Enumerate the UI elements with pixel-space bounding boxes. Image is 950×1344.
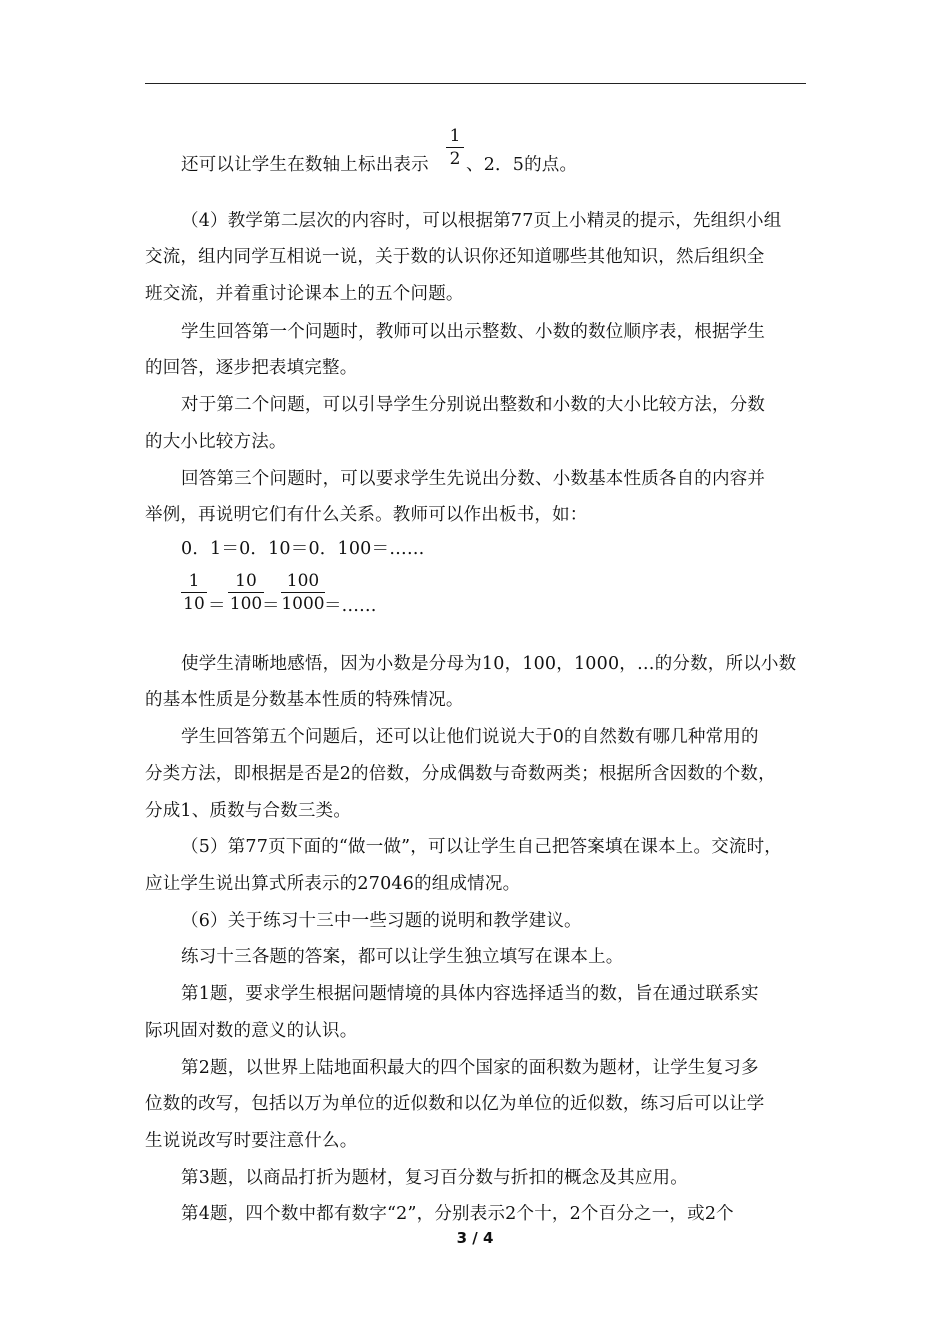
fraction-denominator: 100: [229, 594, 263, 614]
text-line: 第2题，以世界上陆地面积最大的四个国家的面积数为题材，让学生复习多: [181, 1058, 759, 1078]
text-line: 、2．5的点。: [466, 155, 578, 175]
text-line: 生说说改写时要注意什么。: [145, 1131, 358, 1151]
equals-sign: ＝: [262, 596, 280, 616]
decimal-equation: 0．1＝0．10＝0．100＝……: [181, 539, 425, 559]
text-line: 使学生清晰地感悟，因为小数是分母为10，100，1000，…的分数，所以小数: [181, 654, 797, 674]
text-line: 学生回答第五个问题后，还可以让他们说说大于0的自然数有哪几种常用的: [181, 727, 759, 747]
fraction-numerator: 100: [286, 571, 320, 591]
text-line: （4）教学第二层次的内容时，可以根据第77页上小精灵的提示，先组织小组: [181, 211, 782, 231]
fraction-one-half: [446, 126, 464, 169]
text-line: 还可以让学生在数轴上标出表示: [181, 155, 429, 175]
text-line: 的基本性质是分数基本性质的特殊情况。: [145, 690, 464, 710]
text-line: 位数的改写，包括以万为单位的近似数和以亿为单位的近似数，练习后可以让学: [145, 1094, 765, 1114]
fraction-denominator: 10: [183, 594, 205, 614]
fraction-bar: [228, 592, 264, 593]
text-line: 的回答，逐步把表填完整。: [145, 358, 358, 378]
fraction-numerator: 1: [449, 126, 461, 146]
fraction-numerator: 10: [235, 571, 257, 591]
fraction-denominator: 2: [449, 149, 461, 169]
fraction-bar: [281, 592, 325, 593]
fraction-denominator: 1000: [281, 594, 325, 614]
text-line: 第4题，四个数中都有数字“2”，分别表示2个十，2个百分之一，或2个: [181, 1204, 734, 1224]
text-line: 分成1、质数与合数三类。: [145, 801, 352, 821]
header-rule: [145, 83, 806, 84]
text-line: 的大小比较方法。: [145, 432, 287, 452]
text-line: （5）第77页下面的“做一做”，可以让学生自己把答案填在课本上。交流时，: [181, 837, 782, 857]
text-line: 学生回答第一个问题时，教师可以出示整数、小数的数位顺序表，根据学生: [181, 322, 766, 342]
equals-sign: ＝……: [324, 596, 377, 616]
text-line: （6）关于练习十三中一些习题的说明和教学建议。: [181, 911, 582, 931]
equals-sign: ＝: [208, 596, 226, 616]
fraction-numerator: 1: [188, 571, 200, 591]
text-line: 交流，组内同学互相说一说，关于数的认识你还知道哪些其他知识，然后组织全: [145, 247, 765, 267]
fraction-1-10: [181, 571, 207, 614]
text-line: 练习十三各题的答案，都可以让学生独立填写在课本上。: [181, 947, 624, 967]
page-number: 3 / 4: [456, 1229, 494, 1247]
text-line: 班交流，并着重讨论课本上的五个问题。: [145, 284, 464, 304]
text-line: 第3题，以商品打折为题材，复习百分数与折扣的概念及其应用。: [181, 1168, 688, 1188]
text-line: 回答第三个问题时，可以要求学生先说出分数、小数基本性质各自的内容并: [181, 469, 766, 489]
text-line: 对于第二个问题，可以引导学生分别说出整数和小数的大小比较方法，分数: [181, 395, 766, 415]
text-line: 分类方法，即根据是否是2的倍数，分成偶数与奇数两类；根据所含因数的个数，: [145, 764, 776, 784]
fraction-10-100: [228, 571, 264, 614]
fraction-100-1000: [281, 571, 325, 614]
text-line: 应让学生说出算式所表示的27046的组成情况。: [145, 874, 521, 894]
text-line: 第1题，要求学生根据问题情境的具体内容选择适当的数，旨在通过联系实: [181, 984, 759, 1004]
fraction-bar: [181, 592, 207, 593]
fraction-bar: [446, 147, 464, 148]
text-line: 际巩固对数的意义的认识。: [145, 1021, 358, 1041]
text-line: 举例，再说明它们有什么关系。教师可以作出板书，如：: [145, 505, 588, 525]
